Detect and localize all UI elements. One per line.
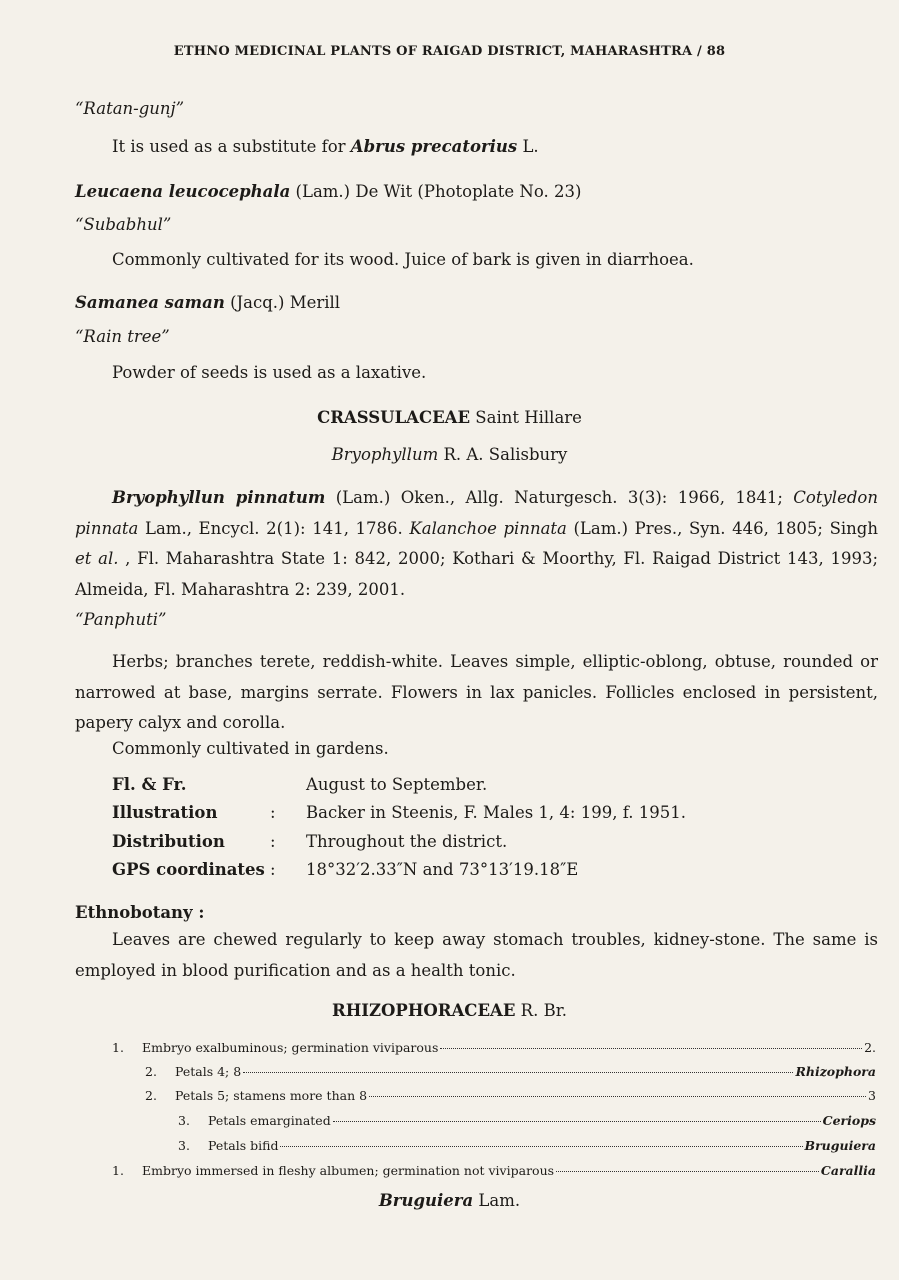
key-result: Bruguiera [804,1138,876,1153]
ratan-vernacular: “Ratan-gunj” [75,99,185,118]
detail-value: Backer in Steenis, F. Males 1, 4: 199, f. 1951. [306,803,686,822]
detail-label: Fl. & Fr. [112,775,187,794]
bruguiera-genus-name: Bruguiera [378,1191,474,1210]
samanea-author: (Jacq.) Merill [224,293,341,312]
key-line [145,1088,876,1103]
bryophyllum-genus-heading [0,445,899,464]
citation-part-4: , Fl. Maharashtra State 1: 842, 2000; Kothari & Moorthy, Fl. Raigad District 143, 1993; Almeida, Fl. Maharashtra 2: 239, 2001. [75,549,879,599]
leucaena-vernacular: “Subabhul” [75,215,172,234]
key-number: 3. [178,1138,190,1153]
key-text: Embryo immersed in fleshy albumen; germination not viviparous [142,1163,555,1178]
crassulaceae-family-name: CRASSULACEAE [317,408,471,427]
key-leader-dots [333,1121,821,1122]
key-leader-dots [556,1171,819,1172]
crassulaceae-family-author: Saint Hillare [470,408,582,427]
rhizophoraceae-family-heading [0,1001,899,1020]
citation-part-3: (Lam.) Pres., Syn. 446, 1805; Singh [566,518,878,538]
bryophyllum-genus-author: R. A. Salisbury [438,445,568,464]
key-number: 1. [112,1163,124,1178]
key-line [178,1138,876,1153]
key-leader-dots [440,1048,862,1049]
key-leader-dots [243,1072,793,1073]
bryophyllum-description [75,647,878,739]
ethnobotany-heading: Ethnobotany : [75,903,205,922]
key-number: 2. [145,1088,157,1103]
key-line [112,1040,876,1055]
key-result: Rhizophora [795,1064,876,1079]
citation-part-2: Lam., Encycl. 2(1): 141, 1786. [138,518,410,538]
ethnobotany-body: Leaves are chewed regularly to keep away stomach troubles, kidney-stone. The same is employed in blood purification and as a health tonic. [75,930,878,980]
leucaena-heading [75,182,581,201]
samanea-name: Samanea saman [75,293,225,312]
key-result: Carallia [820,1163,876,1178]
key-result: Ceriops [822,1113,876,1128]
leucaena-author: (Lam.) De Wit (Photoplate No. 23) [290,182,582,201]
detail-separator: : [270,803,276,822]
citation-part-1: (Lam.) Oken., Allg. Naturgesch. 3(3): 1966, 1841; [325,488,794,507]
key-leader-dots [280,1146,802,1147]
detail-separator: : [270,860,276,879]
key-line [145,1064,876,1079]
bryophyllum-vernacular: “Panphuti” [75,610,167,629]
citation-etal: et al. [75,549,119,568]
description-text: Herbs; branches terete, reddish-white. Leaves simple, elliptic-oblong, obtuse, rounded or narrowed at base, margins serrate. Flowers in lax panicles. Follicles enclosed in persistent, papery calyx and corolla. [75,652,878,732]
key-number: 1. [112,1040,124,1055]
key-line [112,1163,876,1178]
key-line [178,1113,876,1128]
rhizophoraceae-family-author: R. Br. [515,1001,568,1020]
detail-label: Distribution [112,832,225,851]
detail-value: Throughout the district. [306,832,508,851]
samanea-heading [75,293,340,312]
leucaena-use: Commonly cultivated for its wood. Juice of bark is given in diarrhoea. [112,250,694,269]
bryophyllum-citation [75,483,878,605]
key-text: Petals 5; stamens more than 8 [175,1088,368,1103]
rhizophoraceae-family-name: RHIZOPHORACEAE [331,1001,516,1020]
detail-value: August to September. [306,775,488,794]
bruguiera-genus-heading [0,1191,899,1210]
ratan-use-post: L. [517,137,539,156]
samanea-use: Powder of seeds is used as a laxative. [112,363,427,382]
running-header: ETHNO MEDICINAL PLANTS OF RAIGAD DISTRICT, MAHARASHTRA / 88 [173,44,726,59]
citation-name: Bryophyllun pinnatum [112,488,326,507]
detail-separator: : [270,832,276,851]
bruguiera-genus-author: Lam. [473,1191,521,1210]
ratan-use-pre: It is used as a substitute for [112,137,351,156]
key-text: Embryo exalbuminous; germination viviparous [142,1040,439,1055]
ethnobotany-text [75,925,878,986]
bryophyllum-genus-name: Bryophyllum [331,445,439,464]
samanea-vernacular: “Rain tree” [75,327,170,346]
key-result: 2. [864,1040,876,1055]
leucaena-name: Leucaena leucocephala [75,182,291,201]
ratan-use [112,137,539,156]
citation-synonym-2: Kalanchoe pinnata [409,518,567,538]
detail-value: 18°32′2.33″N and 73°13′19.18″E [306,860,579,879]
crassulaceae-family-heading [0,408,899,427]
citation-synonym-1: Cotyledon pinnata [75,488,878,538]
key-leader-dots [369,1096,866,1097]
key-result: 3 [868,1088,876,1103]
key-text: Petals emarginated [208,1113,331,1128]
detail-label: GPS coordinates [112,860,265,879]
key-text: Petals 4; 8 [175,1064,242,1079]
detail-label: Illustration [112,803,218,822]
key-number: 3. [178,1113,190,1128]
bryophyllum-cultivation: Commonly cultivated in gardens. [112,739,389,758]
key-number: 2. [145,1064,157,1079]
ratan-use-species: Abrus precatorius [350,137,518,156]
key-text: Petals bifid [208,1138,279,1153]
